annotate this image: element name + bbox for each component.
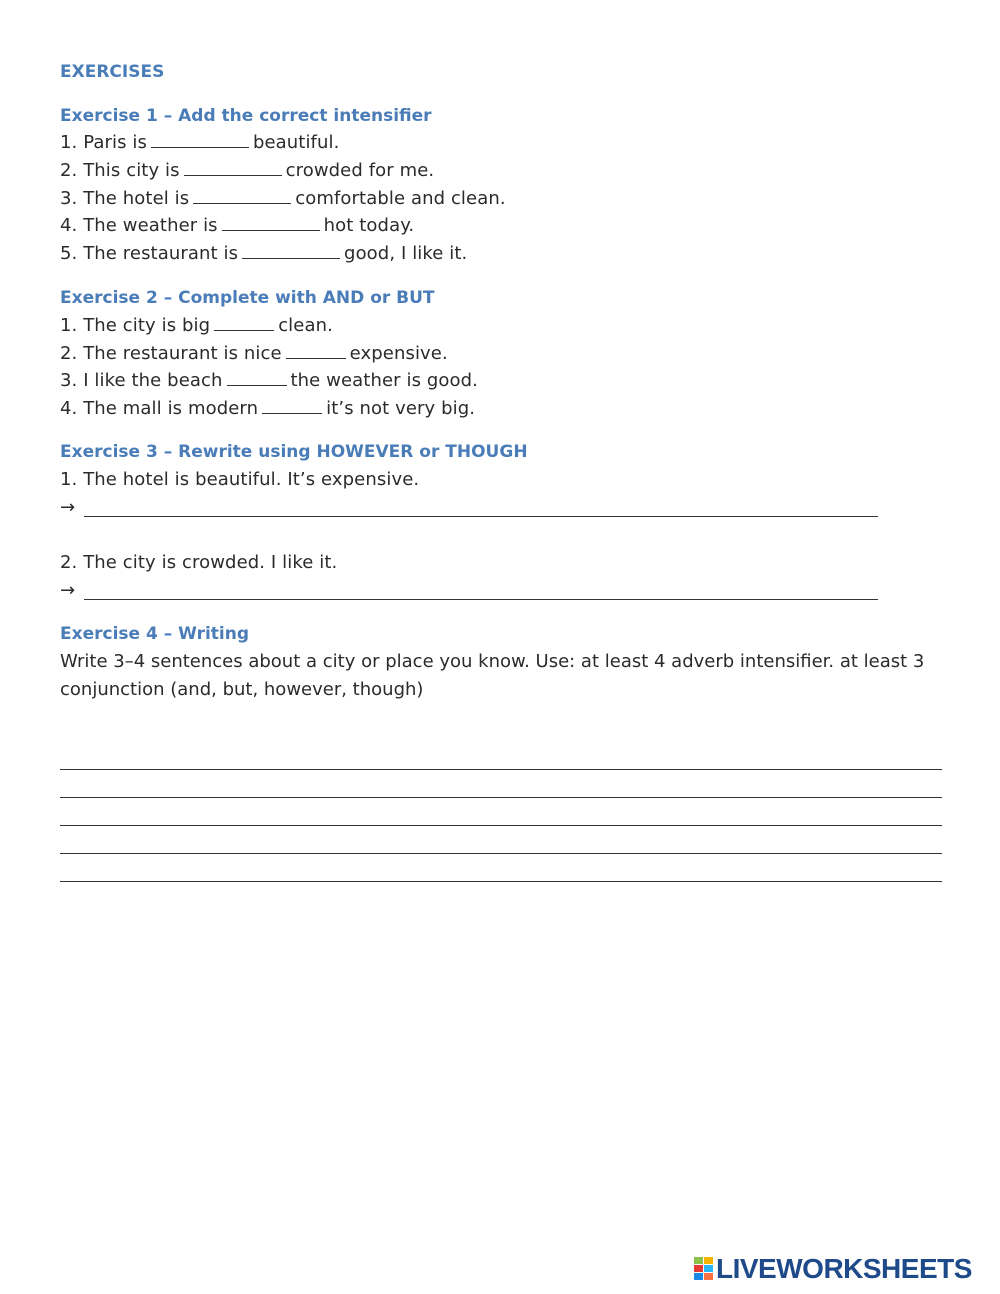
exercise-2-item: [60, 343, 448, 364]
exercise-1-item: [60, 215, 414, 236]
item-text: hot today.: [323, 215, 415, 236]
item-text: expensive.: [349, 343, 448, 364]
writing-line[interactable]: [60, 797, 942, 798]
exercise-1-item: [60, 188, 506, 209]
exercise-2-item: [60, 398, 475, 419]
answer-blank[interactable]: [193, 189, 291, 204]
answer-blank[interactable]: [262, 399, 322, 414]
answer-blank[interactable]: [184, 161, 282, 176]
answer-blank[interactable]: [286, 344, 346, 359]
exercise-1-item: [60, 243, 467, 264]
logo-text: LIVEWORKSHEETS: [716, 1253, 972, 1284]
item-text: 2. This city is: [60, 160, 180, 181]
answer-blank[interactable]: [222, 216, 320, 231]
item-text: good, I like it.: [344, 243, 468, 264]
exercise-4-heading: Exercise 4 – Writing: [60, 624, 250, 644]
item-text: 1. The city is big: [60, 315, 211, 336]
item-text: crowded for me.: [285, 160, 435, 181]
exercise-2-heading: Exercise 2 – Complete with AND or BUT: [60, 288, 435, 308]
writing-line[interactable]: [60, 881, 942, 882]
item-text: 1. Paris is: [60, 132, 147, 153]
exercise-4-instructions: Write 3–4 sentences about a city or place you know. Use: at least 4 adverb intensifier. at least 3 conjunction (and, but, however, though): [60, 651, 925, 700]
writing-line[interactable]: [60, 769, 942, 770]
item-text: 4. The mall is modern: [60, 398, 259, 419]
writing-line[interactable]: [60, 853, 942, 854]
arrow-icon: →: [60, 580, 76, 601]
exercise-1-item: [60, 160, 434, 181]
answer-blank[interactable]: [242, 244, 340, 259]
exercise-3-heading: Exercise 3 – Rewrite using HOWEVER or THOUGH: [60, 442, 528, 462]
item-text: beautiful.: [252, 132, 340, 153]
liveworksheets-logo: [694, 1254, 972, 1284]
answer-line[interactable]: [84, 516, 878, 517]
item-text: the weather is good.: [290, 370, 478, 391]
item-text: comfortable and clean.: [295, 188, 506, 209]
exercise-2-item: [60, 370, 478, 391]
page-title: EXERCISES: [60, 62, 165, 82]
arrow-icon: →: [60, 497, 76, 518]
item-text: 5. The restaurant is: [60, 243, 239, 264]
logo-blocks-icon: [694, 1257, 714, 1281]
item-text: it’s not very big.: [326, 398, 476, 419]
item-text: 4. The weather is: [60, 215, 218, 236]
item-text: 3. The hotel is: [60, 188, 190, 209]
answer-blank[interactable]: [227, 371, 287, 386]
writing-line[interactable]: [60, 825, 942, 826]
answer-blank[interactable]: [151, 133, 249, 148]
item-text: 2. The restaurant is nice: [60, 343, 282, 364]
exercise-1-heading: Exercise 1 – Add the correct intensifier: [60, 106, 432, 126]
item-text: clean.: [278, 315, 333, 336]
exercise-1-item: [60, 132, 339, 153]
answer-line[interactable]: [84, 599, 878, 600]
item-text: 3. I like the beach: [60, 370, 223, 391]
exercise-2-item: [60, 315, 333, 336]
answer-blank[interactable]: [214, 316, 274, 331]
exercise-3-prompt: 1. The hotel is beautiful. It’s expensive.: [60, 469, 420, 490]
exercise-3-prompt: 2. The city is crowded. I like it.: [60, 552, 338, 573]
